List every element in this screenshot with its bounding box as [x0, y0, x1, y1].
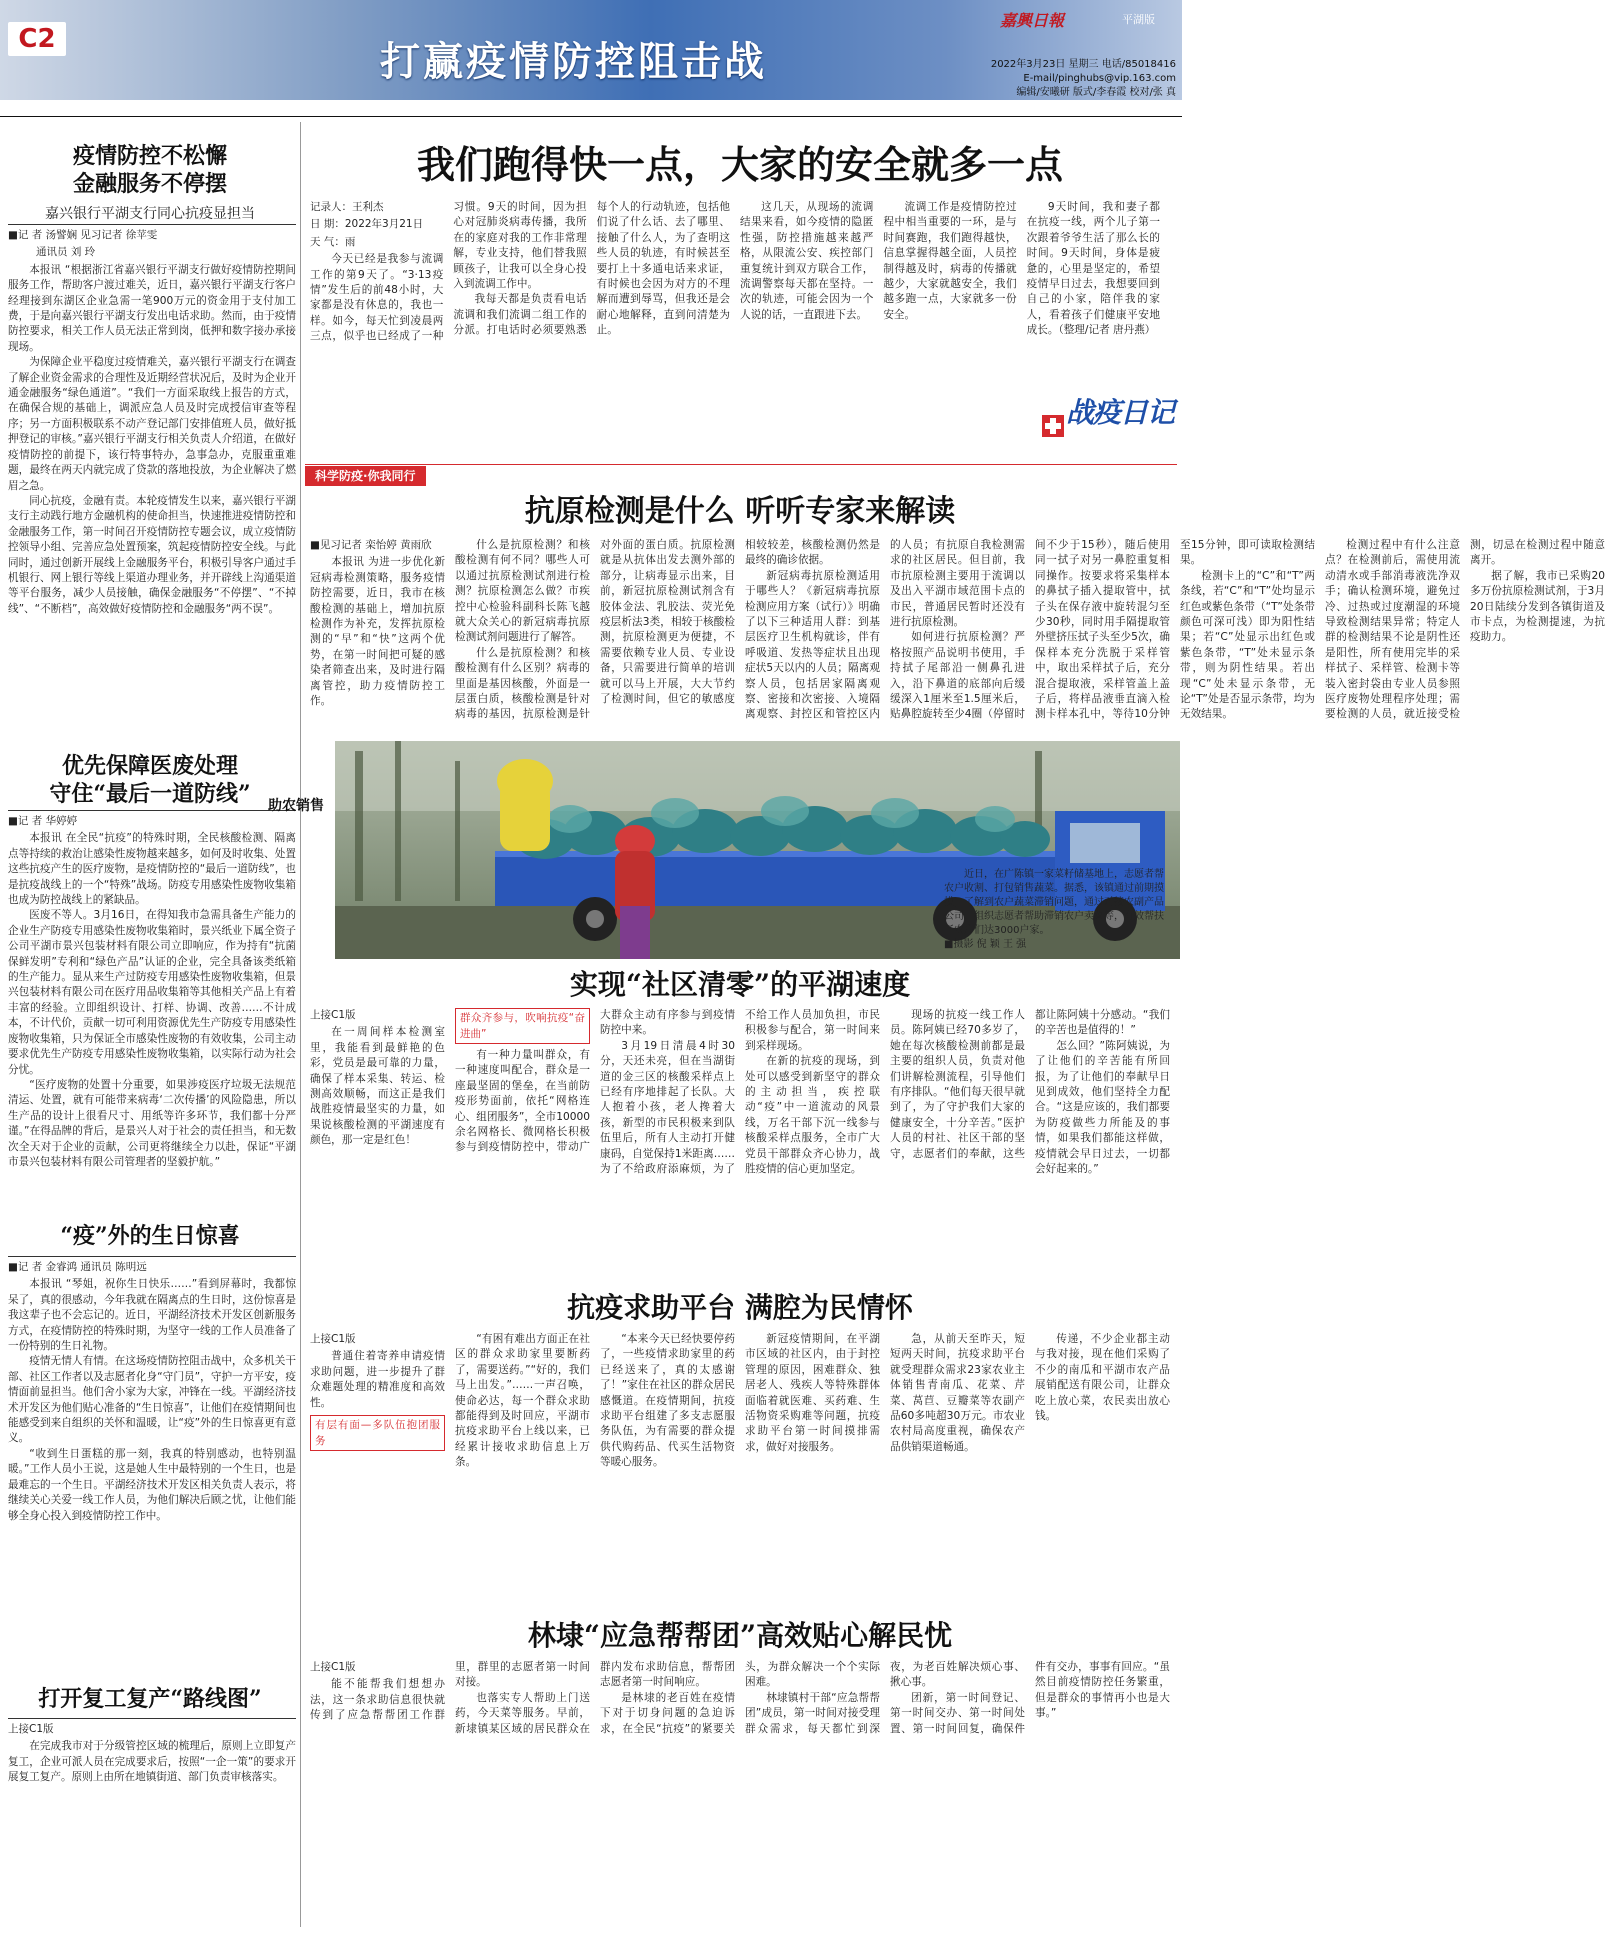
paragraph: 为保障企业平稳度过疫情难关，嘉兴银行平湖支行在调查了解企业资金需求的合理性及近期经营状况后，及时为企业开通金融服务“绿色通道”。“我们一方面采取线上报告的方式，在确保合规的基础上，调派应急人员及时完成授信审查等程序；另一方面积极联系不动产登记部门安排值班人员，做好抵押登记的审核。”嘉兴银行平湖支行相关负责人介绍道，在做好疫情防控的前提下，该行特事特办，急事急办，克服重重难题，最终在两天内就完成了贷款的落地投放，为企业解决了燃眉之急。 — [8, 356, 296, 492]
paragraph: 什么是抗原检测？和核酸检测有何不同？哪些人可以通过抗原检测试剂进行检测？抗原检测怎么做？市疾控中心检验科副科长陈飞越就大众关心的新冠病毒抗原检测试剂问题进行了解答。 — [455, 539, 590, 644]
paragraph: 传递，不少企业都主动与我对接，现在他们采购了不少的南瓜和平湖市农产品展销配送有限公司，让群众吃上放心菜，农民卖出放心钱。 — [1035, 1333, 1170, 1423]
paragraph: “本来今天已经快要停药了，一些疫情求助家里的药已经送来了，真的太感谢了！”家住在社区的群众居民感慨道。在疫情期间，抗疫求助平台组建了多支志愿服务队伍，为有需要的群众提供代购药品、代买生活物资等暖心服务。 — [600, 1333, 735, 1469]
paragraph: 流调工作是疫情防控过程中相当重要的一环，是与时间赛跑，我们跑得越快，信息掌握得越全面，人员控制得越及时，病毒的传播就越少，大家就越安全，我们越多跑一点，大家就多一份安全。 — [883, 201, 1017, 321]
paragraph: 现场的抗疫一线工作人员。陈阿姨已经70多岁了，她在每次核酸检测前都是最主要的组织人员，负责对他们讲解检测流程，引导他们有序排队。“他们每天很早就到了，为了守护我们大家的健康安全，十分辛苦。”医护人员的村社、社区干部的坚守，志愿者们的奉献，这些都让陈阿姨十分感动。“我们的辛苦也是值得的！” — [890, 1009, 1170, 1160]
continued-note: 上接C1版 — [310, 1333, 356, 1345]
paper-name-logo: 嘉興日報 — [1000, 11, 1065, 30]
platform-section-title: 抗疫求助平台 满腔为民情怀 — [567, 1291, 913, 1324]
platform-callout: 有层有面—多队伍抱团服务 — [310, 1415, 445, 1451]
community-section-title: 实现“社区清零”的平湖速度 — [569, 968, 911, 1001]
masthead-info — [880, 58, 1176, 100]
continued-note: 上接C1版 — [8, 1723, 54, 1735]
paragraph: 今天已经是我参与流调工作的第9天了。“3·13疫情”发生后的前48小时，大家都是没有休息的，我也一样。如今，每天忙到凌晨两三点，似乎也已经成了一种习惯。9天的时间，因为担心对冠肺炎病毒传播，我所在的家庭对我的工作非常理解，专业支持，他们替我照顾孩子，让我可以全身心投入到流调工作中。 — [310, 201, 587, 343]
page-number: C2 — [8, 22, 66, 56]
war-diary-badge — [1040, 385, 1175, 445]
platform-section-body — [310, 1332, 1170, 1610]
main-article-body — [310, 200, 1160, 462]
sidebar-article2-body — [8, 814, 296, 1214]
paragraph: 这几天，从现场的流调结果来看，如今疫情的隐匿性强，防控措施越来越严格，从限流公安、疾控部门重复统计到双方联合工作，流调警察每天都在坚持。一次的轨迹，可能会因为一个人说的话，一直跟进下去。 — [739, 201, 874, 321]
paragraph: 什么是抗原检测？和核酸检测有什么区别？病毒的里面是基因核酸，外面是一层蛋白质，核酸检测是针对病毒的基因，抗原检测是针对外面的蛋白质。抗原检测就是从抗体出发去测外部的部分，让病毒显示出来，目前，新冠抗原检测试剂含有胶体金法、乳胶法、荧光免疫层析法3类，相较于核酸检测，抗原检测更为便捷，不需要依赖专业人员、专业设备，只需要进行简单的培训就可以马上开展，大大节约了检测时间，但它的敏感度相较较差，核酸检测仍然是最终的确诊依据。 — [455, 539, 880, 721]
byline: ■记 者 华婷婷 — [8, 815, 78, 827]
community-callout: 群众齐参与，吹响抗疫“奋进曲” — [455, 1008, 590, 1044]
paragraph: 是林埭的老百姓在疫情下对于切身问题的急迫诉求，在全民“抗疫”的紧要关头，为群众解决一个个实际困难。 — [600, 1661, 880, 1735]
sidebar-divider — [300, 122, 301, 1927]
paragraph: 林埭镇村干部“应急帮帮团”成员，第一时间对接受理群众需求，每天都忙到深夜，为老百姓解决烦心事、揪心事。 — [745, 1661, 1025, 1735]
sidebar-article1-title — [10, 142, 290, 198]
continued-note: 上接C1版 — [310, 1009, 356, 1021]
diary-badge-text: 战疫日记 — [1066, 396, 1175, 429]
paragraph: 在新的抗疫的现场，到处可以感受到新坚守的群众的主动担当，疾控联动“疫”中一道流动的风景线，万名干部下沉一线参与核酸采样点服务，全市广大党员干部群众齐心协力，战胜疫情的信心更加坚定。 — [745, 1055, 880, 1176]
date-line: 2022年3月23日 星期三 电话/85018416 — [990, 59, 1176, 70]
sidebar-article1-body — [8, 228, 296, 748]
sidebar-article3-body — [8, 1260, 296, 1680]
byline: ■见习记者 栾怡婷 黄雨欣 — [310, 539, 432, 551]
title-line-2: 守住“最后一道防线” — [49, 781, 251, 807]
community-section-body — [310, 1008, 1170, 1283]
paragraph: 在一周间样本检测室里，我能看到最鲜艳的色彩，党员是最可靠的力量，确保了样本采集、转运、检测高效顺畅，而这正是我们战胜疫情最坚实的力量，如果说核酸检测的平湖速度有颜色，那一定是红色！ — [310, 1026, 445, 1147]
paragraph: 同心抗疫，金融有责。本轮疫情发生以来，嘉兴银行平湖支行主动践行地方金融机构的使命担当，快速推进疫情防控和金融服务工作，第一时间召开疫情防控专题会议，成立疫情防控领导小组、完善应急处置预案，筑起疫情防控安全线。与此同时，通过创新开展线上金融服务平台，积极引导客户通过手机银行、网上银行等线上渠道办理业务，并开辟线上沟通渠道等平台服务，减少人员接触，确保金融服务“不停摆”、“不掉线”、“不断档”，高效做好疫情防控和金融服务“两不误”。 — [8, 494, 296, 615]
divider — [8, 1256, 296, 1257]
title-line-1: 疫情防控不松懈 — [72, 143, 227, 169]
paragraph: 急，从前天至昨天，短短两天时间，抗疫求助平台就受理群众需求23家农业主体销售青南瓜、花菜、芹菜、莴苣、豆瓣菜等农副产品60多吨超30万元。市农业农村局高度重视，确保农产品供销渠道畅通。 — [890, 1333, 1025, 1453]
section-title: 打赢疫情防控阻击战 — [380, 38, 767, 85]
science-section-title: 抗原检测是什么 听听专家来解读 — [524, 494, 956, 529]
bang-section-body — [310, 1660, 1170, 1927]
divider — [8, 1718, 296, 1719]
paragraph: 据了解，我市已采购20多万份抗原检测试剂，于3月20日陆续分发到各镇街道及市卡点，为检测提速，为抗疫助力。 — [1470, 569, 1605, 644]
sidebar-article1-subtitle: 嘉兴银行平湖支行同心抗疫显担当 — [45, 206, 255, 222]
paragraph: 本报讯 为进一步优化新冠病毒检测策略，服务疫情防控需要，近日，我市在核酸检测的基础上，增加抗原检测作为补充，发挥抗原检测的“早”和“快”这两个优势，在第一时间把可疑的感染者筛查出来，及时进行隔离管控，助力疫情防控工作。 — [310, 556, 445, 708]
paragraph: 本报讯 在全民“抗疫”的特殊时期，全民核酸检测、隔离点等持续的救治让感染性废物越来越多，如何及时收集、处置这些抗疫产生的医疗废物，是疫情防控的“最后一道防线”，也是抗疫战线上的一个“特殊”战场。防疫专用感染性废物收集箱也成为防控战线上的紧缺品。 — [8, 832, 296, 907]
photo-caption — [944, 868, 1170, 952]
continued-note: 上接C1版 — [310, 1661, 356, 1673]
paragraph: 本报讯 “琴姐，祝你生日快乐……”看到屏幕时，我都惊呆了，真的很感动，今年我就在隔离点的生日时，这份惊喜是我这辈子也不会忘记的。近日，平湖经济技术开发区创新服务方式，在疫情防控的特殊时期，为坚守一线的工作人员准备了一份特别的生日礼物。 — [8, 1278, 296, 1353]
paragraph: “收到生日蛋糕的那一刻，我真的特别感动，也特别温暖。”工作人员小王说，这是她人生中最特别的一个生日，也是最难忘的一个生日。平湖经济技术开发区相关负责人表示，将继续关心关爱一线工作人员，为他们解决后顾之忧，让他们能够全身心投入到疫情防控工作中。 — [8, 1447, 296, 1522]
bang-section-title: 林埭“应急帮帮团”高效贴心解民忧 — [527, 1619, 953, 1652]
byline: 通讯员 刘 玲 — [36, 246, 96, 259]
divider — [8, 224, 296, 225]
title-line-2: 金融服务不停摆 — [72, 171, 227, 197]
paragraph: 检测过程中有什么注意点？在检测前后，需使用流动清水或手部消毒液洗净双手；确认检测环境，避免过冷、过热或过度潮湿的环境导致检测结果异常；特定人群的检测结果不论是阴性还是阳性，所有使用完毕的采样拭子、采样管、检测卡等装入密封袋由专业人员参照医疗废物处理程序处理；需要检测的人员，就近接受检测，切忌在检测过程中随意离开。 — [1325, 539, 1605, 721]
paper-edition: 平湖版 — [1122, 13, 1155, 26]
sidebar-article2-title — [10, 752, 290, 808]
photo-credit: ■摄影 倪 颖 王 强 — [944, 939, 1027, 950]
paragraph: 也落实专人帮助上门送药，今天菜等服务。早前，新埭镇某区域的居民群众在群内发布求助信息，帮帮团志愿者第一时间响应。 — [455, 1661, 735, 1735]
paragraph: 本报讯 “根据浙江省嘉兴银行平湖支行做好疫情防控期间服务工作，帮助客户渡过难关，近日，嘉兴银行平湖支行客户经理接到东湖区企业急需一笔900万元的资金用于支付加工费，于是向嘉兴银行平湖支行发出电话求助。然而，由于疫情防控要求，相关工作人员无法正常到岗，低押和数字接办承接现场。 — [8, 263, 296, 353]
photo-label: 助农销售 — [268, 798, 324, 814]
sidebar-article3-title: “疫”外的生日惊喜 — [60, 1223, 240, 1249]
paragraph: 疫情无情人有情。在这场疫情防控阻击战中，众多机关干部、社区工作者以及志愿者化身“守门员”，守护一方平安，疫情面前显担当。他们舍小家为大家，冲锋在一线。平湖经济技术开发区为他们贴心准备的“生日惊喜”，让他们在疫情期间也能感受到来自组织的关怀和温暖，让“疫”外的生日惊喜更有意义。 — [8, 1355, 296, 1445]
divider — [305, 464, 1177, 465]
byline: ■记 者 汤譬娴 见习记者 徐苹雯 — [8, 229, 158, 241]
editors-line: 编辑/安曦研 版式/李春霞 校对/张 真 — [1016, 87, 1176, 98]
paragraph: 医废不等人。3月16日，在得知我市急需具备生产能力的企业生产防疫专用感染性废物收集箱时，景兴纸业下属全资子公司平湖市景兴包装材料有限公司立即响应，作为持有“抗菌保鲜发明”专利和“绿色产品”认证的企业，完全具备该类纸箱的生产能力。显从来生产过防疫专用感染性废物收集箱，但景兴包装材料有限公司在医疗用品收集箱等其他相关产品上有着丰富的经验。立即组织设计、打样、协调、改善……不计成本，不计代价，贡献一切可利用资源优先生产防疫专用感染性废物收集箱，只为保证全市感染性废物的有效收集，公司主动要求优先生产防疫专用感染性废物收集箱，以实际行动为社会分忧。 — [8, 909, 296, 1076]
paragraph: “医疗废物的处置十分重要，如果涉疫医疗垃圾无法规范清运、处置，就有可能带来病毒‘二次传播’的风险隐患，所以生产品的设计上很看尺寸、用纸等许多环节，我们都十分严谨。”在得品牌的背后，是景兴人对于社会的责任担当，和无数次全天对于企业的贡献，公司更将继续全力以赴，保证“平湖市景兴包装材料有限公司管理者的坚毅护航。” — [8, 1078, 296, 1168]
record-date: 日 期：2022年3月21日 — [310, 218, 424, 231]
paragraph: 检测卡上的“C”和“T”两条线，若“C”和“T”处均显示红色或紫色条带（“T”处条带颜色可深可浅）即为阳性结果；若“C”处显示出红色或紫色条带，“T”处未显示条带，则为阴性结果。若出现“C”处未显示条带，无论“T”处是否显示条带，均为无效结果。 — [1180, 569, 1315, 721]
caption-text: 近日，在广陈镇一家菜籽储基地上，志愿者帮农户收割、打包销售蔬菜。据悉，该镇通过前期摸摸，了解到农户蔬菜滞销问题，通过对接农副产品公司、组织志愿者帮助滞销农户卖菜等，有效帮扶了农户们达3000户家。 — [944, 869, 1164, 936]
science-section-tag: 科学防疫·你我同行 — [305, 466, 426, 486]
paragraph: 团新，第一时间登记、第一时间交办、第一时间处置、第一时间回复，确保件件有交办，事事有回应。“虽然目前疫情防控任务繁重，但是群众的事情再小也是大事。” — [890, 1661, 1170, 1735]
paragraph: “有困有难出方面正在社区的群众求助家里要断药了，需要送药。”“好的，我们马上出发。”……一声召唤，使命必达，每一个群众求助都能得到及时回应，平湖市抗疫求助平台上线以来，已经累计接收求助信息上万条。 — [455, 1333, 590, 1469]
paragraph: 在完成我市对于分级管控区域的梳理后，原则上立即复产复工，企业可派人员在完成要求后，按照“一企一策”的要求开展复工复产。原则上由所在地镇街道、部门负责审核落实。 — [8, 1740, 296, 1784]
sidebar-article4-title: 打开复工复产“路线图” — [38, 1686, 262, 1712]
paragraph: 新冠病毒抗原检测适用于哪些人？《新冠病毒抗原检测应用方案（试行）》明确了以下三种适用人群：到基层医疗卫生机构就诊，伴有呼吸道、发热等症状且出现症状5天以内的人员；隔离观察人员，包括居家隔离观察、密接和次密接、入境隔离观察、封控区和管控区内的人员；有抗原自我检测需求的社区居民。但目前，我市抗原检测主要用于流调以及出入平湖市域范围卡点的市民，普通居民暂时还没有进行抗原检测。 — [745, 539, 1025, 721]
paragraph: 我每天都是负责看电话流调和我们流调二组工作的分派。打电话时必须要熟悉每个人的行动轨迹，包括他们说了什么话、去了哪里、接触了什么人，为了查明这些人员的轨迹，有时候甚至要打上十多通电话来求证，有时候也会因为对方的不理解而遭到辱骂，但我还是会耐心地解释，直到问清楚为止。 — [453, 201, 730, 337]
paragraph: 能不能帮我们想想办法，这一条求助信息很快就传到了应急帮帮团工作群里，群里的志愿者第一时间对接。 — [310, 1661, 590, 1722]
sidebar-article4-body — [8, 1722, 296, 1927]
recorder: 记录人：王利杰 — [310, 201, 384, 213]
paragraph: 怎么回？”陈阿姨说，为了让他们的辛苦能有所回报，为了让他们的奉献早日见到成效，他们坚持全力配合。“这是应该的，我们都要为防疫做些力所能及的事情，如果我们都能这样做，疫情就会早日过去，一切都会好起来的。” — [1035, 1039, 1170, 1176]
weather: 天 气：雨 — [310, 235, 356, 248]
main-article-title: 我们跑得快一点，大家的安全就多一点 — [416, 142, 1063, 187]
masthead-rule — [0, 116, 1182, 117]
paragraph: 普通住着寄养申请疫情求助问题，进一步提升了群众难题处理的精准度和高效性。 — [310, 1350, 445, 1409]
byline: ■记 者 金睿鸿 通讯员 陈明远 — [8, 1261, 147, 1273]
paragraph: 新冠疫情期间，在平湖市区域的社区内，由于封控管理的原因，困难群众、独居老人、残疾人等特殊群体面临着就医难、买药难、生活物资采购难等问题，抗疫求助平台第一时间摸排需求，做好对接服务。 — [745, 1333, 880, 1453]
email-line: E-mail/pinghubs@vip.163.com — [1023, 73, 1176, 84]
paragraph: 3月19日清晨4时30分，天还未亮，但在当湖街道的金三区的核酸采样点上已经有序地排起了长队。大人抱着小孩，老人搀着大孩，新型的市民积极来到队伍里后，所有人主动打开健康码，自觉保持1米距离……为了不给政府添麻烦，为了不给工作人员加负担，市民积极参与配合，第一时间来到采样现场。 — [600, 1009, 880, 1176]
paragraph: 如何进行抗原检测？严格按照产品说明书使用，手持拭子尾部沿一侧鼻孔进入，沿下鼻道的底部向后缓缓深入1厘米至1.5厘米后，贴鼻腔旋转至少4圈（停留时间不少于15秒），随后使用同一拭子对另一鼻腔重复相同操作。按要求将采集样本的鼻拭子插入提取管中，拭子头在保存液中旋转混匀至少30秒，同时用手隔提取管外壁挤压拭子头至少5次，确保样本充分洗脱于采样管中，取出采样拭子后，充分混合提取液，采样管盖上盖子后，将样品液垂直滴入检测卡样本孔中，等待10分钟至15分钟，即可读取检测结果。 — [890, 539, 1315, 721]
paragraph: 有一种力量叫群众，有一种速度叫配合，群众是一座最坚固的堡垒，在当前防疫形势面前，依托“网格连心、组团服务”，全市10000余名网格长、微网格长积极参与到疫情防控中，带动广大群众主动有序参与到疫情防控中来。 — [455, 1009, 735, 1154]
paragraph: 9天时间，我和妻子都在抗疫一线，两个儿子第一次跟着爷爷生活了那么长的时间。9天时间，身体是疲惫的，心里是坚定的，希望疫情早日过去，我想要回到自己的小家，陪伴我的家人，看着孩子们健康平安地成长。（整理/记者 唐丹燕） — [1026, 201, 1160, 337]
divider — [8, 810, 296, 811]
science-section-body — [310, 538, 1605, 738]
title-line-1: 优先保障医废处理 — [61, 753, 238, 779]
